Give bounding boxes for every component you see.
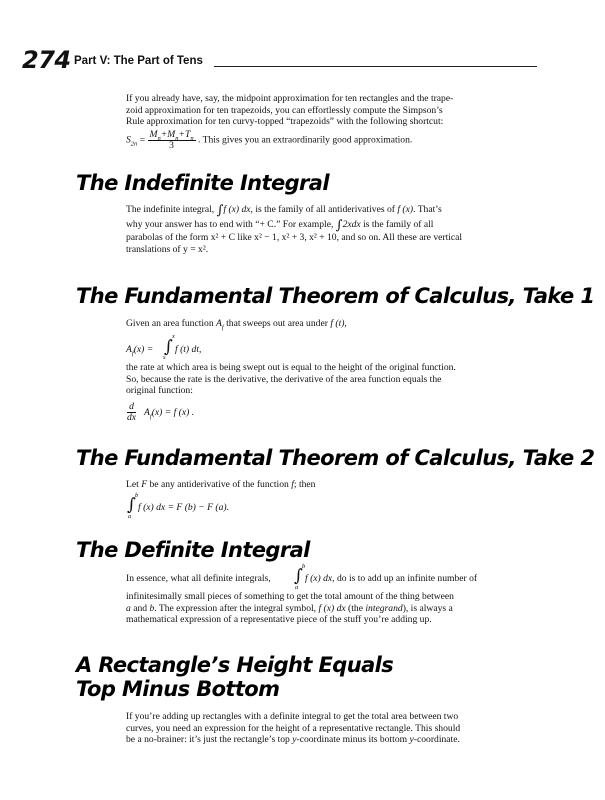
formula-denominator: 3 — [169, 139, 174, 151]
heading-ftc-take-1: The Fundamental Theorem of Calculus, Take 1 — [76, 284, 595, 308]
ftc1-eq2-den: dx — [127, 412, 137, 423]
ftc1-eq1-lower-limit: s — [163, 354, 166, 361]
part-title: Part V: The Part of Tens — [74, 55, 203, 67]
heading-definite-integral: The Definite Integral — [76, 538, 310, 562]
formula-lhs: S — [126, 134, 131, 146]
indefinite-line-2 — [126, 218, 508, 233]
indefinite-text-2b: is the family of all — [360, 218, 434, 230]
indefinite-text-1b: , is the family of all antiderivatives of — [250, 204, 395, 215]
ftc1-text-1b: that sweeps out area under — [226, 318, 328, 329]
ftc2-text-b: be any antiderivative of the function — [149, 479, 289, 490]
ftc1-intro-line — [126, 318, 508, 330]
ftc2-lower-limit: a — [128, 513, 132, 520]
definite-line-1 — [126, 563, 516, 592]
ftc2-upper-limit: b — [135, 492, 139, 499]
indefinite-math-2: f (x) — [397, 204, 414, 215]
heading-rectangle-line-1: A Rectangle’s Height Equals — [76, 653, 394, 677]
indefinite-line-3: parabolas of the form x² + C like x² − 1, x² + 3, x² + 10, and so on. All these are vertical — [126, 232, 463, 243]
ftc1-equation-2 — [127, 402, 327, 426]
formula-fraction — [148, 130, 196, 151]
ftc1-line-4: original function: — [126, 385, 193, 397]
indefinite-text-2a: why your answer has to end with “+ C.” For example, — [126, 218, 334, 230]
definite-text-integrand: integrand — [365, 602, 403, 614]
formula-m1: M — [149, 128, 158, 140]
rectangle-text-y1: y — [292, 734, 297, 746]
formula-plus-2: + — [178, 128, 185, 140]
ftc2-equation — [127, 493, 327, 523]
definite-line-4: mathematical expression of a representative piece of the stuff you’re adding up. — [126, 614, 432, 626]
ftc1-math-a-sub: f — [221, 323, 224, 331]
formula-m2-sub: n — [175, 134, 179, 142]
definite-text-1a: In essence, what all definite integrals, — [126, 573, 271, 584]
ftc2-text-f-cap: F — [141, 479, 148, 490]
rectangle-line-1: If you’re adding up rectangles with a definite integral to get the total area between two — [126, 711, 459, 722]
formula-t: T — [184, 128, 191, 140]
intro-line-2: zoid approximation for ten trapezoids, you can effortlessly compute the Simpson’s — [126, 104, 443, 116]
indefinite-text-1a: The indefinite integral, — [126, 204, 215, 215]
header-rule — [214, 66, 537, 67]
ftc2-line-1 — [126, 479, 508, 491]
rectangle-text-c: -coordinate. — [413, 734, 460, 746]
ftc1-eq1-upper-limit: x — [172, 333, 175, 340]
indefinite-paragraph — [126, 203, 508, 255]
indefinite-line-4: translations of y = x². — [126, 243, 209, 255]
definite-text-end: ), is always a — [402, 602, 453, 614]
simpsons-formula-line: $S_{2n}$ = $\frac{M_n+M_n+T_n}{3}$ . This gives you an extraordinarily good approximation. — [126, 128, 413, 151]
rectangle-line-2: curves, you need an expression for the height of a representative rectangle. This should — [126, 722, 461, 734]
ftc1-eq2-num: d — [127, 402, 136, 413]
definite-lower-limit: a — [295, 584, 299, 591]
ftc1-eq2-fraction — [127, 402, 136, 423]
definite-text-paren: (the — [348, 602, 363, 614]
ftc1-math-ft: f (t), — [330, 318, 347, 329]
ftc1-line-2: the rate at which area is being swept out is equal to the height of the original function. — [126, 362, 456, 373]
ftc2-text-f: f — [291, 479, 294, 490]
heading-rectangle-line-2: Top Minus Bottom — [76, 677, 280, 701]
rectangle-line-3 — [126, 734, 508, 746]
integral-sign-icon: ∫ — [164, 337, 173, 357]
ftc1-eq1-lhs — [126, 344, 153, 355]
ftc1-eq2-rest: (x) = f (x) . — [151, 407, 195, 418]
intro-paragraph — [126, 93, 508, 151]
ftc1-eq2-rhs-group — [144, 407, 194, 418]
formula-t-sub: n — [190, 134, 194, 142]
definite-line-2: infinitesimally small pieces of something to get the total amount of the thing between — [126, 591, 454, 602]
formula-m2: M — [167, 128, 176, 140]
ftc1-eq2-a: A — [144, 407, 150, 418]
ftc1-equation-1 — [126, 333, 326, 363]
definite-line-1-rest — [305, 573, 477, 584]
ftc1-line-1 — [126, 318, 508, 330]
ftc2-text-a: Let — [126, 479, 139, 490]
indefinite-math-3: 2xdx — [342, 218, 361, 230]
ftc2-eq-rhs: f (x) dx = F (b) − F (a). — [138, 502, 229, 513]
definite-line-3 — [126, 603, 508, 615]
rectangle-paragraph — [126, 711, 508, 746]
ftc2-text-c: ; then — [293, 479, 316, 490]
ftc1-paragraph — [126, 362, 508, 397]
intro-line-1: If you already have, say, the midpoint approximation for ten rectangles and the trape- — [126, 93, 454, 104]
ftc2-intro-line — [126, 479, 508, 491]
heading-rectangle-height — [76, 653, 393, 701]
heading-ftc-take-2: The Fundamental Theorem of Calculus, Take 2 — [76, 446, 595, 470]
integral-sign-icon: ∫ — [216, 203, 224, 218]
definite-text-a: a — [126, 602, 131, 614]
ftc1-line-3: So, because the rate is the derivative, the derivative of the area function equals the — [126, 373, 442, 385]
rectangle-text-y2: y — [409, 734, 414, 746]
rectangle-text-b: -coordinate minus its bottom — [296, 734, 408, 746]
definite-text-and: and — [130, 602, 150, 614]
ftc1-eq2-a-sub: f — [149, 412, 152, 420]
integral-sign-icon: ∫ — [335, 217, 343, 233]
page-number: 274 — [22, 46, 71, 74]
integral-sign-icon: ∫ — [127, 495, 136, 515]
formula-lhs-sub: 2n — [130, 140, 138, 148]
integral-sign-icon: ∫ — [294, 566, 303, 586]
ftc1-eq1-a-sub: f — [131, 349, 134, 357]
formula-m1-sub: n — [157, 134, 161, 142]
ftc1-eq1-lhs-rest: (x) = — [133, 344, 154, 355]
ftc1-math-a: A — [216, 318, 222, 329]
definite-math-1: f (x) dx — [305, 573, 333, 584]
ftc1-eq1-a: A — [126, 344, 132, 355]
definite-text-rest: . The expression after the integral symbol, — [154, 602, 317, 614]
definite-text-b: b — [149, 602, 155, 614]
definite-paragraph — [126, 591, 508, 626]
ftc1-text-1a: Given an area function — [126, 318, 214, 329]
intro-line-3: Rule approximation for ten curvy-topped “trapezoids” with the following shortcut: — [126, 116, 444, 128]
rectangle-text-a: be a no-brainer: it’s just the rectangle’s top — [126, 734, 290, 746]
definite-math-2: f (x) dx — [318, 602, 346, 614]
formula-plus-1: + — [160, 128, 168, 140]
definite-upper-limit: b — [302, 563, 306, 570]
indefinite-line-1 — [126, 203, 508, 218]
ftc1-eq1-rhs: f (t) dt, — [175, 344, 202, 355]
indefinite-math-1: f (x) dx — [223, 204, 251, 215]
heading-indefinite-integral: The Indefinite Integral — [76, 171, 329, 195]
page-header — [22, 46, 537, 74]
formula-trailing-text: . This gives you an extraordinarily good approximation. — [197, 134, 413, 146]
indefinite-text-1c: . That’s — [413, 204, 442, 215]
definite-text-1b: , do is to add up an infinite number of — [332, 573, 478, 584]
